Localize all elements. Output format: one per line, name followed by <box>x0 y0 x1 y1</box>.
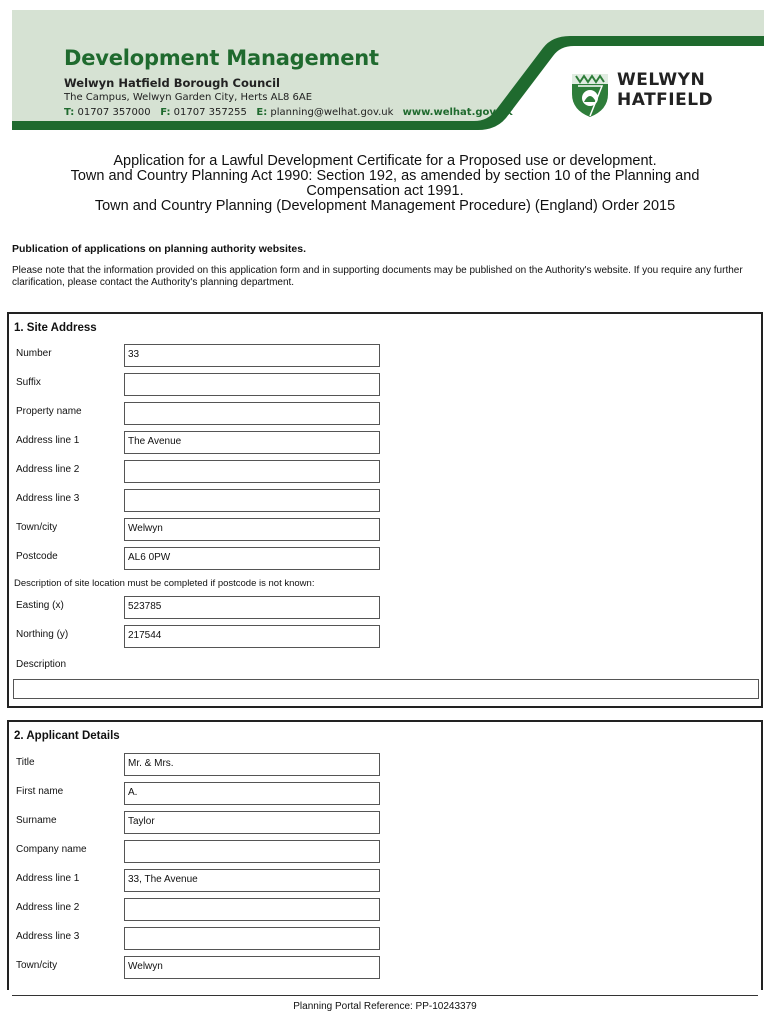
section-title: 1. Site Address <box>14 322 97 334</box>
council-logo-text <box>617 70 713 110</box>
field-label: Surname <box>16 815 57 826</box>
field-label: Description <box>16 659 67 670</box>
property-name-field[interactable] <box>124 402 380 425</box>
field-label: Address line 2 <box>16 902 80 913</box>
website-link[interactable]: www.welhat.gov.uk <box>402 107 513 118</box>
first-name-field[interactable]: A. <box>124 782 380 805</box>
title-field[interactable]: Mr. & Mrs. <box>124 753 380 776</box>
applicant-address-line-1-field[interactable]: 33, The Avenue <box>124 869 380 892</box>
section-title: 2. Applicant Details <box>14 730 120 742</box>
logo-line-2: HATFIELD <box>617 90 714 110</box>
title-line: Town and Country Planning (Development Management Procedure) (England) Order 2015 <box>94 198 676 214</box>
council-address: The Campus, Welwyn Garden City, Herts AL8 6AE <box>64 92 313 103</box>
field-label: Northing (y) <box>16 629 69 640</box>
field-label: First name <box>16 786 64 797</box>
publication-heading: Publication of applications on planning authority websites. <box>12 243 307 255</box>
field-label: Title <box>16 757 35 768</box>
fax-label: F: <box>160 107 171 118</box>
applicant-details-section <box>7 720 763 990</box>
address-line-2-field[interactable] <box>124 460 380 483</box>
applicant-address-line-3-field[interactable] <box>124 927 380 950</box>
company-name-field[interactable] <box>124 840 380 863</box>
field-label: Address line 1 <box>16 435 80 446</box>
applicant-address-line-2-field[interactable] <box>124 898 380 921</box>
field-label: Postcode <box>16 551 58 562</box>
title-line: Application for a Lawful Development Certificate for a Proposed use or development. <box>113 153 657 169</box>
address-line-1-field[interactable]: The Avenue <box>124 431 380 454</box>
field-label: Number <box>16 348 52 359</box>
tel-number: 01707 357000 <box>77 107 151 118</box>
contact-line <box>64 107 513 118</box>
description-field[interactable] <box>13 679 759 699</box>
town-city-field[interactable]: Welwyn <box>124 518 380 541</box>
site-address-section <box>7 312 763 708</box>
location-note: Description of site location must be completed if postcode is not known: <box>14 578 315 589</box>
title-line: Town and Country Planning Act 1990: Section 192, as amended by section 10 of the Planning and <box>70 168 700 184</box>
field-label: Company name <box>16 844 87 855</box>
northing-field[interactable]: 217544 <box>124 625 380 648</box>
field-label: Address line 3 <box>16 931 80 942</box>
field-label: Address line 3 <box>16 493 80 504</box>
field-label: Town/city <box>16 960 58 971</box>
field-label: Property name <box>16 406 82 417</box>
council-crest-icon <box>570 72 610 118</box>
field-label: Suffix <box>16 377 41 388</box>
form-title <box>20 154 750 214</box>
number-field[interactable]: 33 <box>124 344 380 367</box>
fax-number: 01707 357255 <box>173 107 247 118</box>
footer-divider <box>12 995 758 996</box>
logo-line-1: WELWYN <box>617 70 706 90</box>
email-label: E: <box>256 107 268 118</box>
field-label: Address line 1 <box>16 873 80 884</box>
address-line-3-field[interactable] <box>124 489 380 512</box>
field-label: Easting (x) <box>16 600 64 611</box>
suffix-field[interactable] <box>124 373 380 396</box>
postcode-field[interactable]: AL6 0PW <box>124 547 380 570</box>
surname-field[interactable]: Taylor <box>124 811 380 834</box>
field-label: Town/city <box>16 522 58 533</box>
title-line: Compensation act 1991. <box>306 183 464 199</box>
field-label: Address line 2 <box>16 464 80 475</box>
portal-reference: Planning Portal Reference: PP-10243379 <box>293 1001 477 1012</box>
applicant-town-city-field[interactable]: Welwyn <box>124 956 380 979</box>
publication-note: Please note that the information provided on this application form and in supporting documents may be published on the Authority's website. If you require any further clarification, please contact the Authority's planning department. <box>12 265 743 288</box>
tel-label: T: <box>64 107 75 118</box>
department-title: Development Management <box>64 46 379 70</box>
council-name: Welwyn Hatfield Borough Council <box>64 76 280 90</box>
easting-field[interactable]: 523785 <box>124 596 380 619</box>
email-address[interactable]: planning@welhat.gov.uk <box>270 107 394 118</box>
